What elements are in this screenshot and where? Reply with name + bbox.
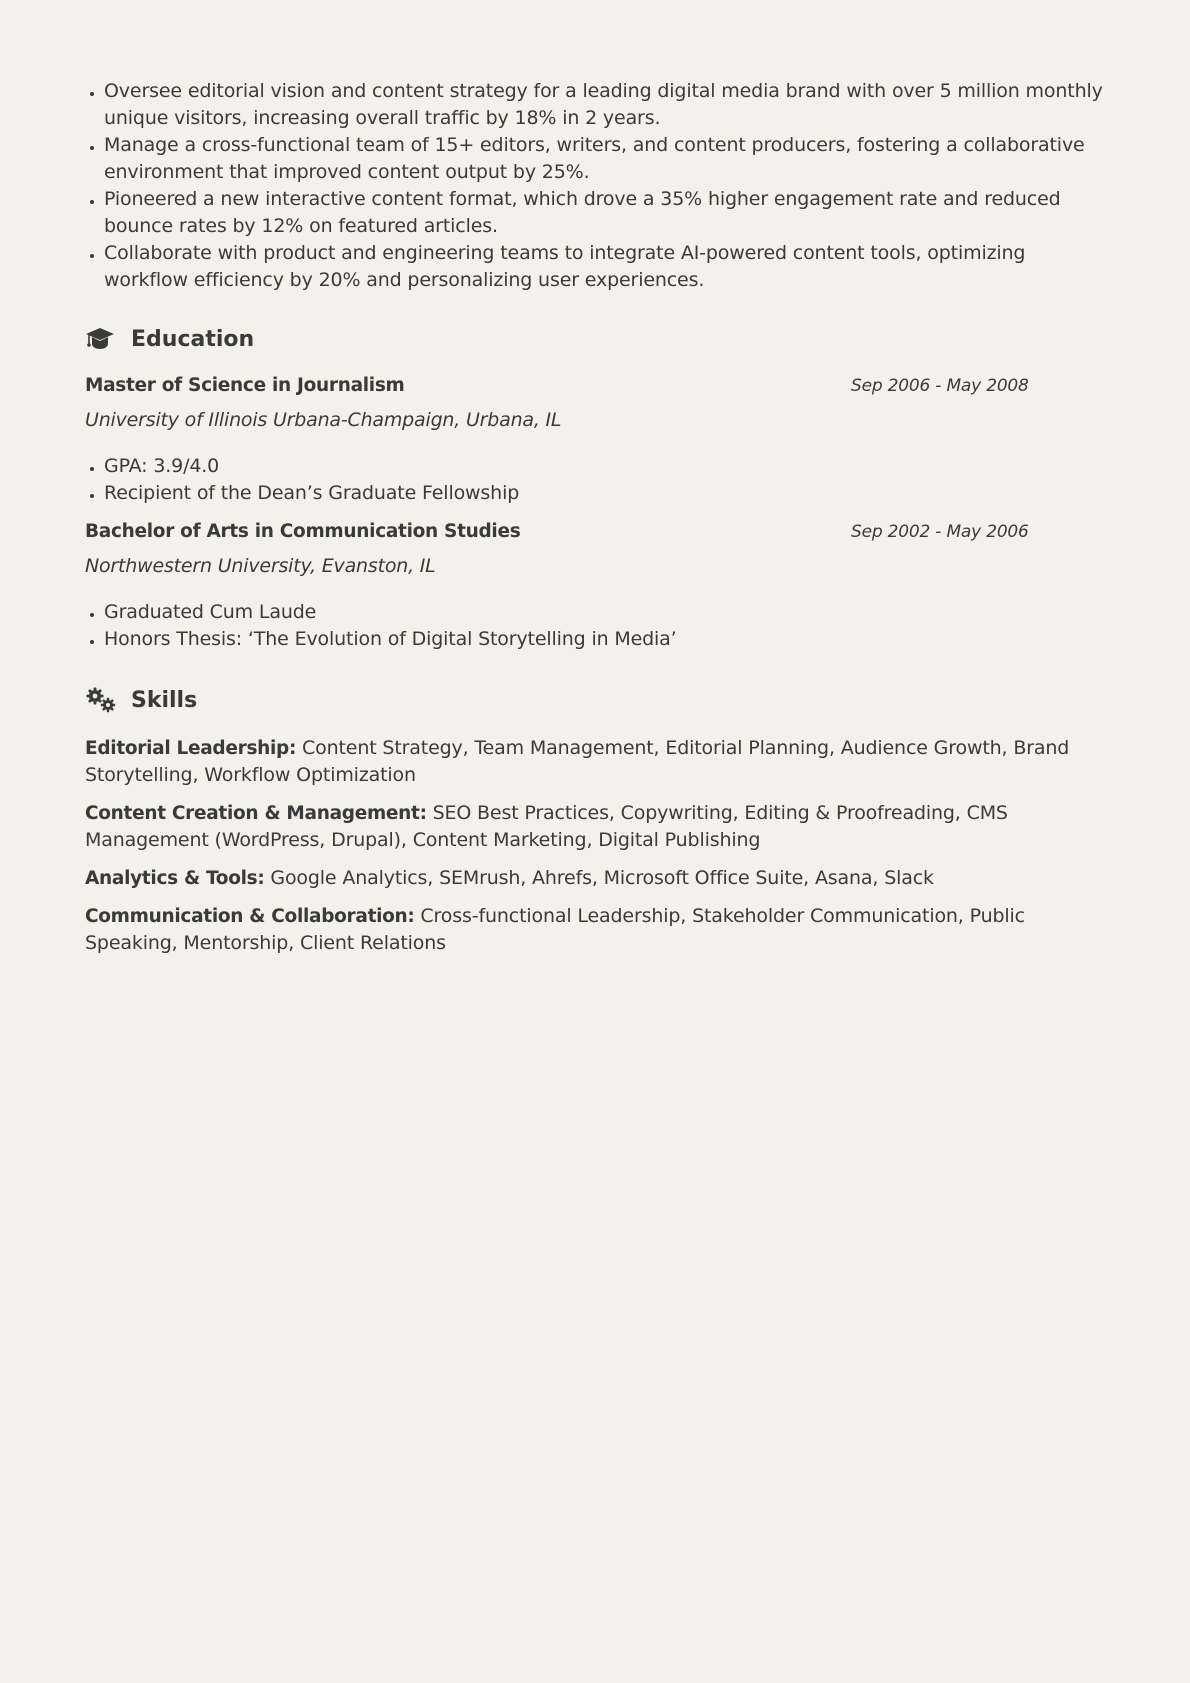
skill-group-items: SEO Best Practices, Copywriting, Editing & Proofreading, CMS Management (WordPress, Drupal), Content Marketing, Digital Publishing [85, 802, 1008, 851]
education-detail: • GPA: 3.9/4.0 [104, 453, 1115, 480]
education-entry [85, 519, 1115, 653]
education-detail: • Graduated Cum Laude [104, 599, 1115, 626]
experience-bullet: • Collaborate with product and engineering teams to integrate AI-powered content tools, optimizing workflow efficiency by 20% and personalizing user experiences. [104, 240, 1115, 294]
skill-group [85, 903, 1115, 957]
skill-group-label: Analytics & Tools: [85, 868, 265, 889]
graduation-cap-icon [85, 324, 117, 354]
education-details [85, 599, 1115, 653]
education-detail: • Honors Thesis: ‘The Evolution of Digital Storytelling in Media’ [104, 626, 1115, 653]
degree-title: Master of Science in Journalism [85, 375, 405, 396]
degree-dates: Sep 2006 - May 2008 [851, 376, 1029, 396]
skill-group-label: Communication & Collaboration: [85, 906, 415, 927]
education-details [85, 453, 1115, 507]
skill-group [85, 800, 1115, 854]
school-name: Northwestern University, Evanston, IL [85, 555, 436, 577]
experience-bullets [85, 78, 1115, 294]
degree-row [85, 519, 1115, 545]
degree-dates: Sep 2002 - May 2006 [851, 522, 1029, 542]
skill-group-items: Google Analytics, SEMrush, Ahrefs, Microsoft Office Suite, Asana, Slack [270, 867, 934, 889]
skills-heading: Skills [131, 687, 198, 713]
experience-bullet: • Pioneered a new interactive content format, which drove a 35% higher engagement rate and reduced bounce rates by 12% on featured articles. [104, 186, 1115, 240]
skill-group [85, 865, 1115, 892]
experience-bullet: • Manage a cross-functional team of 15+ editors, writers, and content producers, fostering a collaborative environment that improved content output by 25%. [104, 132, 1115, 186]
education-entry [85, 373, 1115, 507]
education-section-header [85, 324, 1115, 354]
education-detail: • Recipient of the Dean’s Graduate Fellowship [104, 480, 1115, 507]
experience-bullet: • Oversee editorial vision and content strategy for a leading digital media brand with over 5 million monthly unique visitors, increasing overall traffic by 18% in 2 years. [104, 78, 1115, 132]
skill-group-label: Editorial Leadership: [85, 738, 297, 759]
resume-page [85, 78, 1115, 957]
skill-group-items: Content Strategy, Team Management, Editorial Planning, Audience Growth, Brand Storytelling, Workflow Optimization [85, 737, 1070, 786]
skill-group [85, 735, 1115, 789]
skill-group-label: Content Creation & Management: [85, 803, 427, 824]
education-heading: Education [131, 326, 255, 352]
gears-icon [85, 685, 117, 715]
degree-title: Bachelor of Arts in Communication Studies [85, 521, 521, 542]
school-name: University of Illinois Urbana-Champaign, Urbana, IL [85, 409, 562, 431]
skills-section-header [85, 685, 1115, 715]
degree-row [85, 373, 1115, 399]
skill-group-items: Cross-functional Leadership, Stakeholder Communication, Public Speaking, Mentorship, Client Relations [85, 905, 1025, 954]
